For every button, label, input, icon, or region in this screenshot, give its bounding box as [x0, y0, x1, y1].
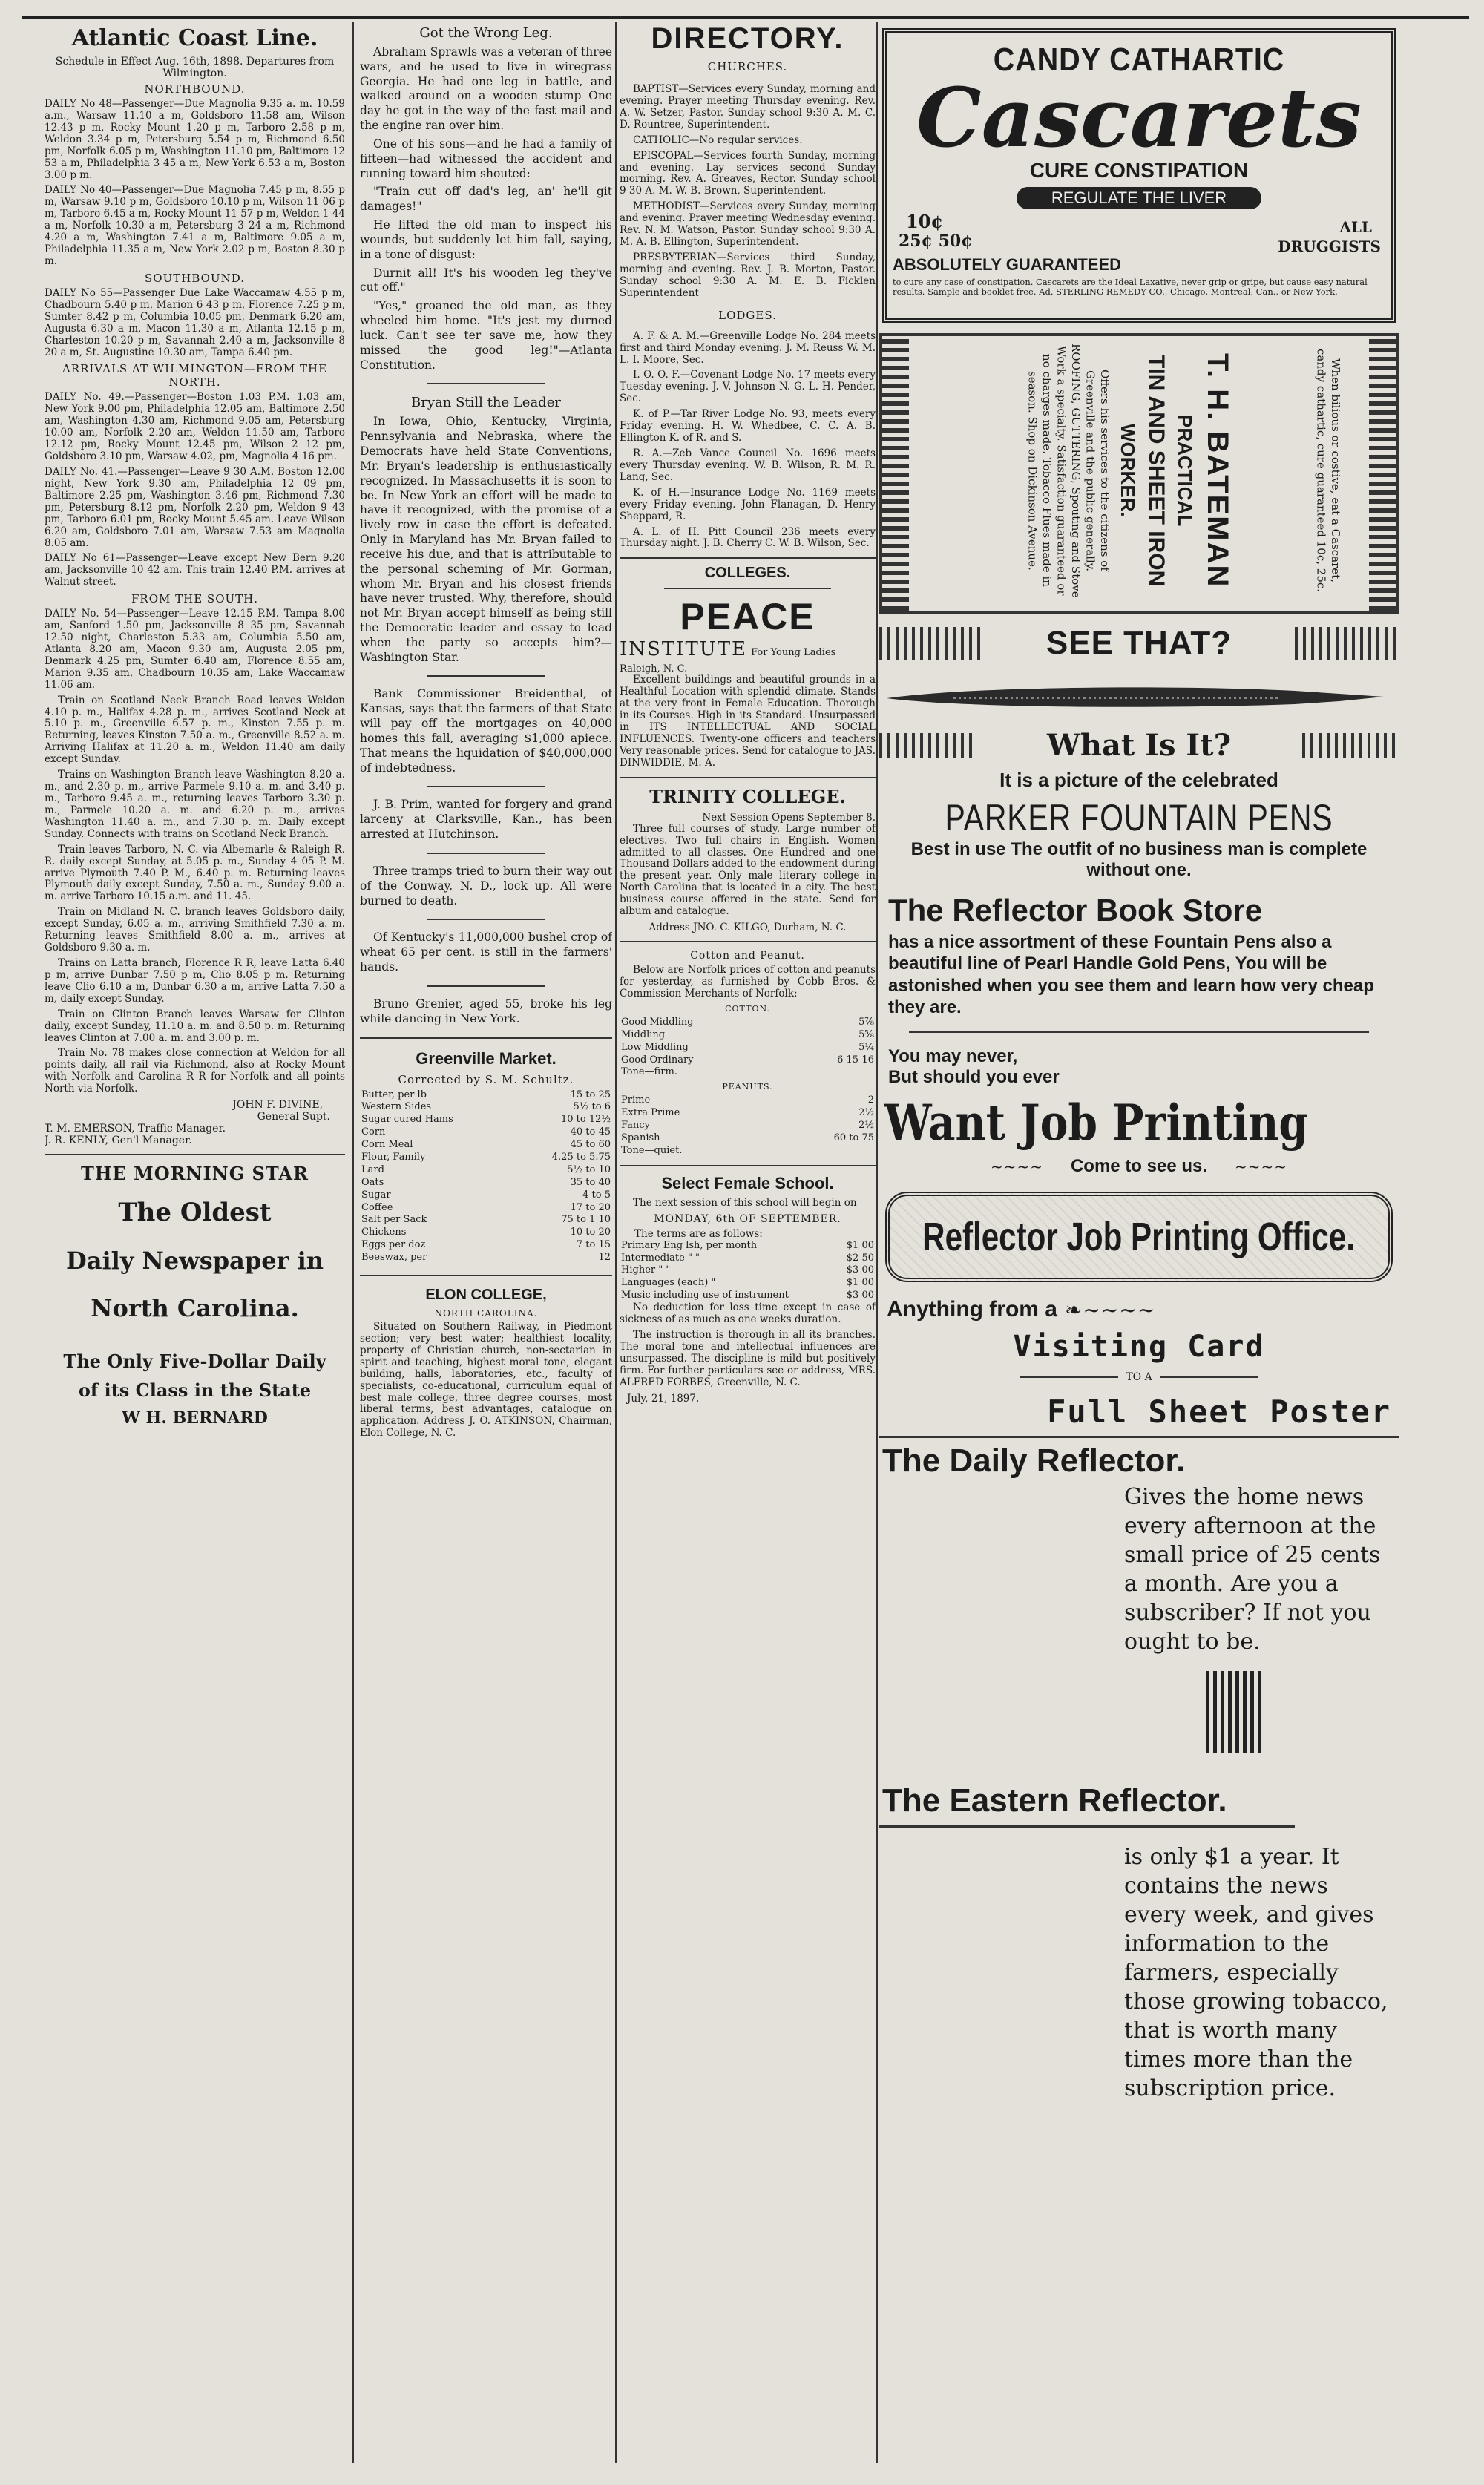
bateman-trade: PRACTICAL	[1174, 414, 1196, 527]
row-price: 15 to 25	[570, 1089, 611, 1100]
signature: J. R. KENLY, Gen'l Manager.	[45, 1135, 192, 1147]
divider	[427, 853, 545, 854]
divider	[427, 786, 545, 787]
divider	[427, 675, 545, 677]
cotton-label: COTTON.	[725, 1003, 770, 1014]
divider	[360, 1275, 612, 1276]
daily-reflector-body: Gives the home news every afternoon at the small price of 25 cents a month. Are you a subscriber? If not you ought to be.	[1124, 1484, 1381, 1655]
select-text: The next session of this school will begin on	[633, 1196, 857, 1209]
pen-picture-line: It is a picture of the celebrated	[999, 769, 1278, 791]
train-entry: DAILY No 61—Passenger—Leave except New Bern 9.20 am, Jacksonville 10 42 am. This train 12.40 P.M. arrives at Walnut street.	[45, 552, 345, 588]
cascarets-ad	[882, 28, 1396, 323]
cotton-intro: Below are Norfolk prices of cotton and peanuts for yesterday, as furnished by Cobb Bros. & Commission Merchants of Norfolk:	[620, 964, 876, 999]
star-line: W H. BERNARD	[122, 1408, 268, 1428]
row-item: Prime	[621, 1094, 651, 1106]
table-row	[620, 1054, 876, 1067]
branch-entry: Train No. 78 makes close connection at Weldon for all points daily, all rail via Richmond, also at Rocky Mount with Norfolk and Carolina R R for Norfolk and all points North via Norfolk.	[45, 1047, 345, 1095]
elon-title: ELON COLLEGE,	[425, 1287, 547, 1304]
table-row	[620, 1120, 876, 1132]
peanut-table	[620, 1094, 876, 1157]
bateman-left-text: Offers his services to the citizens of Greenville and the public generally. ROOFING, GUTTERING, Spouting and Stove Work a specialty. Satisfaction guaranteed or no charges made. Tobacco Flues made in season. Shop on Dickinson Avenue.	[1025, 343, 1112, 598]
row-price: 2½	[858, 1120, 874, 1132]
table-row	[360, 1114, 612, 1126]
bateman-trade: TIN AND SHEET IRON	[1144, 354, 1169, 587]
row-price: 5¼	[858, 1041, 874, 1053]
table-row	[360, 1202, 612, 1215]
row-item: Spanish	[621, 1132, 660, 1143]
row-item: Sugar	[361, 1189, 391, 1201]
row-price: $2 50	[846, 1252, 874, 1264]
trinity-next: Next Session Opens September 8.	[702, 811, 876, 824]
row-item: Sugar cured Hams	[361, 1114, 453, 1126]
article-paragraph: "Train cut off dad's leg, an' he'll git damages!"	[360, 185, 612, 214]
row-price: 35 to 40	[570, 1176, 611, 1188]
terms-table	[620, 1240, 876, 1302]
divider	[427, 985, 545, 987]
row-price: 10 to 12½	[561, 1114, 611, 1126]
article-paragraph: Durnit all! It's his wooden leg they've cut off."	[360, 266, 612, 295]
job-may: You may never,	[888, 1046, 1018, 1067]
row-price: 5½ to 6	[573, 1101, 611, 1113]
row-price: 2	[867, 1094, 874, 1106]
see-that-row	[879, 621, 1399, 666]
table-row	[620, 1029, 876, 1042]
divider	[879, 1825, 1295, 1828]
colleges-head: COLLEGES.	[704, 565, 791, 582]
select-date2: July, 21, 1897.	[627, 1392, 700, 1405]
cascarets-regulate: REGULATE THE LIVER	[1017, 187, 1261, 209]
lodge-entry: I. O. O. F.—Covenant Lodge No. 17 meets every Tuesday evening. J. V. Johnson N. G. L. H. Pender, Sec.	[620, 369, 876, 405]
cascarets-price: 25¢ 50¢	[899, 232, 973, 251]
table-row	[620, 1290, 876, 1302]
table-row	[620, 1042, 876, 1054]
select-date: MONDAY, 6th OF SEPTEMBER.	[654, 1212, 841, 1225]
table-row	[360, 1189, 612, 1202]
peace-institute: INSTITUTE	[620, 638, 748, 661]
parker-best: Best in use The outfit of no business man is complete without one.	[910, 839, 1368, 880]
rule	[1020, 1376, 1118, 1378]
row-item: Intermediate " "	[621, 1252, 700, 1264]
divider	[45, 1154, 345, 1155]
northbound-head: NORTHBOUND.	[144, 82, 246, 96]
article-paragraph: He lifted the old man to inspect his wounds, but suddenly let him fall, saying, in a tone of disgust:	[360, 218, 612, 261]
fountain-pen-icon	[879, 672, 1391, 723]
come-text: Come to see us.	[1070, 1156, 1208, 1177]
branch-entry: Trains on Latta branch, Florence R R, leave Latta 6.40 p m, arrive Dunbar 7.50 p m, Clio 8.05 p m. Returning leave Clio 6.10 a m, Dunbar 6.30 a m, arrive Latta 7.50 a m, daily except Sunday.	[45, 957, 345, 1005]
table-row	[360, 1239, 612, 1252]
daily-reflector-heading: The Daily Reflector.	[882, 1442, 1186, 1480]
peace-body: Excellent buildings and beautiful grounds in a Healthful Location with splendid climate. Stands at the very front in Female Education. Thorough in its Courses. High in its Standard. Unsurpassed in ITS INTELLECTUAL AND SOCIAL INFLUENCES. Twenty-one officers and teachers Very reasonable prices. Send for catalogue to JAS. DINWIDDIE, M. A.	[620, 674, 876, 769]
table-row	[620, 1017, 876, 1029]
table-row	[360, 1126, 612, 1139]
select-text: The instruction is thorough in all its branches. The moral tone and intellectual influences are unsurpassed. The discipline is mild but positively firm. For further particulars see or address, MRS. ALFRED FORBES, Greenville, N. C.	[620, 1328, 876, 1388]
row-price: 5½ to 10	[567, 1163, 611, 1175]
branch-entry: Train leaves Tarboro, N. C. via Albemarle & Raleigh R. R. daily except Sunday, at 5.05 p. m., Sunday 4 05 P. M. arrive Plymouth 7.40 P. M., 6.40 p. m. Returning leaves Plymouth daily except Sunday, 7.50 a. m., Sunday 9.00 a. m. arrive Tarboro 10.15 a.m. and 11. 45.	[45, 843, 345, 903]
book-store-heading: The Reflector Book Store	[888, 893, 1263, 928]
table-row	[360, 1214, 612, 1227]
row-item: Good Middling	[621, 1016, 694, 1028]
lodge-entry: A. F. & A. M.—Greenville Lodge No. 284 meets first and third Monday evening. J. M. Reuss W. M. L. I. Moore, Sec.	[620, 329, 876, 366]
row-price: $3 00	[846, 1264, 874, 1276]
row-item: Beeswax, per	[361, 1252, 427, 1264]
cascarets-price: 10¢	[906, 211, 944, 232]
cotton-table	[620, 1017, 876, 1079]
column-divider	[615, 22, 617, 2463]
row-price: 2½	[858, 1107, 874, 1119]
row-item: Corn Meal	[361, 1139, 413, 1151]
come-row	[879, 1156, 1399, 1177]
table-row	[360, 1227, 612, 1239]
job-office-banner	[885, 1192, 1393, 1282]
article-paragraph: "Yes," groaned the old man, as they wheeled him home. "It's jest my durned luck. Can't see ter save me, how they missed the good leg!"—Atlanta Constitution.	[360, 299, 612, 372]
row-price: $1 00	[846, 1239, 874, 1251]
row-item: Corn	[361, 1126, 386, 1138]
row-item: Tone—firm.	[621, 1066, 677, 1078]
row-item: Flour, Family	[361, 1152, 426, 1163]
row-price: 4 to 5	[582, 1189, 611, 1201]
branch-entry: Train on Midland N. C. branch leaves Goldsboro daily, except Sunday, 6.05 a. m., arriving Smithfield 7.30 a. m. Returning leaves Smithfield 8.00 a. m., arrives at Goldsboro 9.30 a. m.	[45, 906, 345, 954]
row-price: $1 00	[846, 1277, 874, 1289]
news-item: Three tramps tried to burn their way out of the Conway, N. D., lock up. All were burned to death.	[360, 864, 612, 907]
parker-heading: PARKER FOUNTAIN PENS	[945, 797, 1333, 838]
train-entry: DAILY No 55—Passenger Due Lake Waccamaw 4.55 p m, Chadbourn 5.40 p m, Marion 6 43 p m, Florence 7.25 p m, Sumter 8.42 p m, Columbia 10.05 pm, Denmark 6.20 am, Augusta 6.30 a m, Macon 11.30 a m, Atlanta 12.15 p m, Charleston 10.20 p m, Savannah 2.40 a m, Jacksonville 8 20 a m, St. Augustine 10.30 am, Tampa 6.40 pm.	[45, 286, 345, 358]
cascarets-druggists: DRUGGISTS	[1278, 237, 1381, 255]
row-price	[787, 1066, 876, 1079]
church-entry: PRESBYTERIAN—Services third Sunday, morning and evening. Rev. J. B. Morton, Pastor. Sunday school 9:30 A. M. E. B. Ficklen Superintendent	[620, 251, 876, 299]
ornament-icon	[879, 733, 976, 758]
train-entry: DAILY No 40—Passenger—Due Magnolia 7.45 p m, 8.55 p m, Warsaw 9.10 p m, Goldsboro 10.10 p m, Wilson 11 06 p m, Tarboro 6.45 a m, Rocky Mount 11 57 p m, Weldon 1 44 a m, Norfolk 10.30 a m, Petersburg 3 24 a m, Richmond 4.20 a m, Washington 7.41 a m, Baltimore 9.05 a m, Philadelphia 11.35 a m, New York 2.02 p m, Boston 8.30 p m.	[45, 184, 345, 267]
job-office-text: Reflector Job Printing Office.	[922, 1215, 1356, 1260]
row-item: Coffee	[361, 1201, 393, 1213]
table-row	[620, 1253, 876, 1265]
column-divider	[876, 22, 878, 2463]
row-price	[772, 1145, 876, 1158]
row-price: 60 to 75	[833, 1132, 874, 1143]
row-price: 10 to 20	[570, 1227, 611, 1238]
row-item: Oats	[361, 1176, 384, 1188]
row-price: 40 to 45	[570, 1126, 611, 1138]
row-price: 17 to 20	[570, 1201, 611, 1213]
table-row	[620, 1107, 876, 1120]
signature: T. M. EMERSON, Traffic Manager.	[45, 1123, 226, 1135]
star-line: of its Class in the State	[78, 1379, 312, 1402]
cotton-head: Cotton and Peanut.	[690, 950, 805, 962]
row-item: Extra Prime	[621, 1107, 680, 1119]
row-item: Languages (each) "	[621, 1277, 716, 1289]
peanut-label: PEANUTS.	[722, 1082, 773, 1092]
row-item: Butter, per lb	[361, 1089, 427, 1100]
table-row	[360, 1164, 612, 1177]
bateman-right-text: When bilious or costive, eat a Cascaret, candy cathartic, cure guaranteed 10c, 25c.	[1314, 348, 1342, 593]
news-column	[360, 22, 612, 2463]
train-entry: DAILY No. 54—Passenger—Leave 12.15 P.M. Tampa 8.00 am, Sanford 1.50 pm, Jacksonville 8 35 pm, Savannah 12.50 night, Charleston 5.33 am, Columbia 5.50 am, Atlanta 8.20 am, Macon 9.30 am, Augusta 2.05 pm, Denmark 4.25 pm, Sumter 6.40 am, Florence 8.55 am, Marion 9.35 am, Chadbourn 10.35 am, Lake Waccamaw 11.06 am.	[45, 608, 345, 691]
ornament-icon	[879, 627, 983, 660]
directory-title: DIRECTORY.	[651, 22, 844, 55]
table-row	[620, 1240, 876, 1253]
railroad-column	[45, 22, 345, 2463]
cascarets-all: ALL	[1339, 218, 1372, 236]
flourish-icon: ~~~~	[1234, 1158, 1287, 1176]
church-entry: CATHOLIC—No regular services.	[633, 134, 803, 146]
eastern-reflector-heading: The Eastern Reflector.	[882, 1782, 1227, 1819]
full-sheet: Full Sheet Poster	[1047, 1393, 1391, 1431]
divider	[427, 919, 545, 920]
job-printing-heading: Want Job Printing	[884, 1094, 1309, 1152]
directory-column	[620, 22, 876, 2463]
divider	[879, 1436, 1399, 1438]
row-price: 45 to 60	[570, 1139, 611, 1151]
row-item: Tone—quiet.	[621, 1144, 683, 1156]
job-may: But should you ever	[888, 1067, 1060, 1088]
flourish-icon: ~~~~	[991, 1158, 1044, 1176]
church-entry: METHODIST—Services every Sunday, morning and evening. Prayer meeting Wednesday evening. Rev. N. M. Watson, Pastor. Sunday school 9:30 A. M. A. B. Ellington, Superintendent.	[620, 200, 876, 249]
visiting-card: Visiting Card	[1013, 1330, 1265, 1365]
divider	[664, 588, 831, 589]
divider	[620, 1165, 876, 1166]
lodge-entry: R. A.—Zeb Vance Council No. 1696 meets every Thursday evening. W. B. Wilson, R. M. R. Lang, Sec.	[620, 447, 876, 483]
row-item: Music including use of instrument	[621, 1290, 789, 1301]
elon-body: Situated on Southern Railway, in Piedmont section; very best water; healthiest locality, property of Christian church, non-sectarian in spirit and teaching, highest moral tone, elegant building, halls, laboratories, etc., faculty of specialists, co-educational, curriculum equal of best male college, three degree courses, most liberal terms, best advantages, catalogue on application. Address J. O. ATKINSON, Chairman, Elon College, N. C.	[360, 1321, 612, 1440]
row-price: 5⅝	[858, 1028, 874, 1040]
anything-text: Anything from a	[887, 1297, 1057, 1322]
cascarets-cure: CURE CONSTIPATION	[1029, 159, 1249, 182]
southbound-head: SOUTHBOUND.	[145, 271, 245, 285]
rule	[1160, 1376, 1258, 1378]
trinity-title: TRINITY COLLEGE.	[649, 785, 846, 807]
ads-column	[879, 22, 1399, 2463]
row-item: Good Ordinary	[621, 1054, 694, 1066]
table-row	[620, 1145, 876, 1158]
peace-for: For Young Ladies Raleigh, N. C.	[620, 647, 836, 675]
row-price: 4.25 to 5.75	[551, 1152, 611, 1163]
table-row	[620, 1066, 876, 1079]
market-table	[360, 1089, 612, 1264]
ornament-border	[1369, 336, 1396, 611]
row-price: 6 15-16	[837, 1054, 874, 1066]
column-divider	[352, 22, 354, 2463]
table-row	[360, 1177, 612, 1189]
signature-title: General Supt.	[257, 1111, 330, 1123]
news-item: Bruno Grenier, aged 55, broke his leg while dancing in New York.	[360, 997, 612, 1025]
row-item: Salt per Sack	[361, 1214, 427, 1226]
star-line: The Only Five-Dollar Daily	[63, 1350, 326, 1373]
select-title: Select Female School.	[661, 1173, 834, 1192]
railroad-title: Atlantic Coast Line.	[71, 25, 318, 51]
table-row	[620, 1264, 876, 1277]
branch-entry: Train on Scotland Neck Branch Road leaves Weldon 4.10 p. m., Halifax 4.28 p. m., arrives Scotland Neck at 5.10 p. m., Greenville 6.57 p. m., Kinston 7.55 p. m. Returning, leaves Kinston 7.50 a. m., Greenville 8.52 a. m. Arriving Halifax at 11.20 a. m., Weldon 11.40 am daily except Sunday.	[45, 694, 345, 766]
lodge-entry: K. of P.—Tar River Lodge No. 93, meets every Friday evening. H. W. Whedbee, C. C. A. B. Ellington K. of R. and S.	[620, 408, 876, 444]
ornament-icon	[1302, 733, 1399, 758]
trinity-body: Three full courses of study. Large number of electives. Two full chairs in English. Women admitted to all classes. One Hundred and one Thousand Dollars added to the endowment during the present year. Only male literary college in North Carolina that is located in a city. The best business course offered in the state. Send for album and catalogue.	[620, 822, 876, 918]
divider	[909, 1031, 1369, 1033]
bateman-trade: WORKER.	[1117, 424, 1139, 517]
divider	[620, 941, 876, 942]
article-headline: Got the Wrong Leg.	[419, 25, 553, 41]
branch-entry: Trains on Washington Branch leave Washington 8.20 a. m., and 2.30 p. m., arrive Parmele 9.10 a. m. and 3.40 p. m., Tarboro 9.45 a. m., returning leaves Tarboro 3.30 p. m., Parmele 10.20 a. m. and 6.20 p. m., arrives Washington 11.40 a. m., and 7.30 p. m. Daily except Sunday. Connects with trains on Scotland Neck Branch.	[45, 769, 345, 840]
book-store-body: has a nice assortment of these Fountain Pens also a beautiful line of Pearl Handle Gold Pens, You will be astonished when you see them and learn how very cheap they are.	[888, 932, 1374, 1017]
table-row	[620, 1094, 876, 1107]
star-line: Daily Newspaper in	[66, 1247, 324, 1276]
table-row	[360, 1252, 612, 1264]
divider	[620, 557, 876, 559]
row-price: 5⅞	[858, 1016, 874, 1028]
row-item: Chickens	[361, 1227, 407, 1238]
news-item: J. B. Prim, wanted for forgery and grand larceny at Clarksville, Kan., has been arrested at Hutchinson.	[360, 798, 612, 841]
market-sub: Corrected by S. M. Schultz.	[398, 1072, 574, 1086]
church-entry: BAPTIST—Services every Sunday, morning and evening. Prayer meeting Thursday evening. Rev. A. W. Setzer, Pastor. Sunday school 9:30 A. M. C. D. Rountree, Superintendent.	[620, 83, 876, 131]
lodges-head: LODGES.	[718, 308, 777, 322]
lodge-entry: K. of H.—Insurance Lodge No. 1169 meets every Friday evening. John Flanagan, D. Henry Sheppard, R.	[620, 486, 876, 522]
elon-sub: NORTH CAROLINA.	[434, 1308, 538, 1319]
cascarets-top: CANDY CATHARTIC	[993, 42, 1285, 78]
divider	[360, 1037, 612, 1039]
to-a-text: TO A	[1126, 1371, 1152, 1384]
church-entry: EPISCOPAL—Services fourth Sunday, morning and evening. Lay services second Sunday morning. Rev. A. Greaves, Rector. Sunday school 9 30 A. M. W. B. Brown, Superintendent.	[620, 149, 876, 197]
ornament-border	[882, 336, 909, 611]
row-item: Lard	[361, 1163, 384, 1175]
row-item: Western Sides	[361, 1101, 432, 1113]
star-line: North Carolina.	[91, 1294, 299, 1323]
what-heading: What Is It?	[1046, 728, 1232, 763]
flourish-icon: ❧~~~~	[1065, 1297, 1156, 1322]
branch-entry: Train on Clinton Branch leaves Warsaw for Clinton daily, except Sunday, 11.10 a. m. and 8.50 p. m. Returning leaves Clinton at 7.00 a. m. and 3.00 p. m.	[45, 1008, 345, 1044]
select-text: No deduction for loss time except in case of sickness of as much as one weeks duration.	[620, 1301, 876, 1326]
row-item: Eggs per doz	[361, 1239, 426, 1251]
ornament-icon	[1206, 1671, 1265, 1753]
row-item: Middling	[621, 1028, 666, 1040]
ornament-icon	[1295, 627, 1399, 660]
row-price: 12	[598, 1252, 611, 1264]
table-row	[620, 1277, 876, 1290]
churches-head: CHURCHES.	[707, 60, 788, 73]
lodge-entry: A. L. of H. Pitt Council 236 meets every Thursday night. J. B. Cherry C. W. B. Wilson, Sec.	[620, 525, 876, 550]
market-title: Greenville Market.	[416, 1048, 556, 1068]
row-item: Low Middling	[621, 1041, 689, 1053]
bateman-ad	[879, 333, 1399, 614]
divider	[620, 777, 876, 778]
table-row	[360, 1139, 612, 1152]
star-title: THE MORNING STAR	[81, 1163, 309, 1185]
row-price: 75 to 1 10	[561, 1214, 611, 1226]
table-row	[360, 1101, 612, 1114]
peace-title: PEACE	[680, 596, 815, 638]
article-headline: Bryan Still the Leader	[411, 395, 561, 411]
row-item: Fancy	[621, 1120, 650, 1132]
table-row	[360, 1089, 612, 1102]
row-price: 7 to 15	[576, 1239, 611, 1251]
see-that-heading: SEE THAT?	[1045, 625, 1232, 661]
what-row	[879, 728, 1399, 763]
table-row	[620, 1132, 876, 1145]
schedule-note: Schedule in Effect Aug. 16th, 1898. Departures from Wilmington.	[55, 56, 335, 79]
article-paragraph: In Iowa, Ohio, Kentucky, Virginia, Pennsylvania and Nebraska, where the Democrats have held State Conventions, Mr. Bryan's leadership is enthusiastically recognized. In Massachusetts it is soon to be. In New York an effort will be made to have it recognized, with the promise of a lively row in case the effort is defeated. Only in Maryland has Mr. Bryan failed to receive his due, and that is attributable to the personal scheming of Mr. Gorman, whom Mr. Bryan and his closest friends have never trusted. Why, therefore, should not Mr. Bryan accept himself as being still the Democratic leader and essay to lead when the party so accepts him?—Washington Star.	[360, 415, 612, 664]
article-paragraph: Abraham Sprawls was a veteran of three wars, and he used to live in wiregrass Georgia. He had one leg in battle, and walked around on a wooden stump One day he got in the way of the fast mail and the engine ran over him.	[360, 45, 612, 133]
star-line: The Oldest	[118, 1198, 272, 1228]
row-item: Higher " "	[621, 1264, 671, 1276]
top-rule	[22, 16, 1469, 19]
train-entry: DAILY No. 41.—Passenger—Leave 9 30 A.M. Boston 12.00 night, New York 9.30 am, Philadelphia 12 09 pm, Baltimore 2.25 pm, Washington 3.46 pm, Richmond 7.30 pm, Petersburg 8.12 pm, Norfolk 2.20 pm, Weldon 9 43 pm, Tarboro 6.01 pm, Rocky Mount 5.45 am. Leave Wilson 6.20 am, Goldsboro 7.01 am, Warsaw 7.53 am Magnolia 8.05 am.	[45, 465, 345, 549]
train-entry: DAILY No 48—Passenger—Due Magnolia 9.35 a. m. 10.59 a.m., Warsaw 11.10 a m, Goldsboro 11.58 am, Wilson 12.43 p m, Rocky Mount 1.20 p m, Tarboro 2.58 p m, Weldon 3.34 p m, Petersburg 5.54 p m, Richmond 6.50 pm, Norfolk 6.05 p m, Washington 11.10 pm, Baltimore 12 53 a m, Philadelphia 3 45 a m, New York 6.53 a m, Boston 3.00 p m.	[45, 98, 345, 181]
to-a-row	[879, 1371, 1399, 1383]
news-item: Of Kentucky's 11,000,000 bushel crop of wheat 65 per cent. is still in the farmers' hands.	[360, 930, 612, 974]
row-item: Primary Eng lsh, per month	[621, 1239, 758, 1251]
arrivals-head: ARRIVALS AT WILMINGTON—FROM THE NORTH.	[62, 362, 328, 390]
cascarets-brand: Cascarets	[916, 70, 1362, 165]
bateman-name: T. H. BATEMAN	[1201, 352, 1234, 588]
train-entry: DAILY No. 49.—Passenger—Boston 1.03 P.M. 1.03 am, New York 9.00 pm, Philadelphia 12.05 am, Baltimore 2.50 am, Washington 4.30 am, Richmond 9.05 am, Petersburg 10.00 am, Norfolk 2.20 am, Weldon 11.50 am, Tarboro 12.12 pm, Rocky Mount 12.45 pm, Wilson 2 12 pm, Goldsboro 3.10 pm, Warsaw 4.02, pm, Magnolia 4 16 pm.	[45, 391, 345, 463]
news-item: Bank Commissioner Breidenthal, of Kansas, says that the farmers of that State will pay off the mortgages on 40,000 homes this fall, averaging $1,000 apiece. That means the liquidation of $40,000,000 of indebtedness.	[360, 687, 612, 775]
article-paragraph: One of his sons—and he had a family of fifteen—had witnessed the accident and running toward him shouted:	[360, 137, 612, 180]
eastern-reflector-body: is only $1 a year. It contains the news every week, and gives information to the farmers, especially those growing tobacco, that is worth many times more than the subscription price.	[1124, 1844, 1388, 2102]
row-price: $3 00	[846, 1290, 874, 1301]
cascarets-fine-print: to cure any case of constipation. Cascarets are the Ideal Laxative, never grip or gripe, but cause easy natural results. Sample and booklet free. Ad. STERLING REMEDY CO., Chicago, Montreal, Can., or New York.	[893, 277, 1368, 298]
signature: JOHN F. DIVINE,	[232, 1099, 323, 1112]
cascarets-guaranteed: ABSOLUTELY GUARANTEED	[893, 255, 1122, 274]
divider	[427, 383, 545, 384]
anything-row	[879, 1297, 1399, 1322]
trinity-address: Address JNO. C. KILGO, Durham, N. C.	[649, 922, 847, 934]
select-terms: The terms are as follows:	[634, 1227, 763, 1240]
from-south-head: FROM THE SOUTH.	[131, 592, 258, 606]
table-row	[360, 1152, 612, 1164]
